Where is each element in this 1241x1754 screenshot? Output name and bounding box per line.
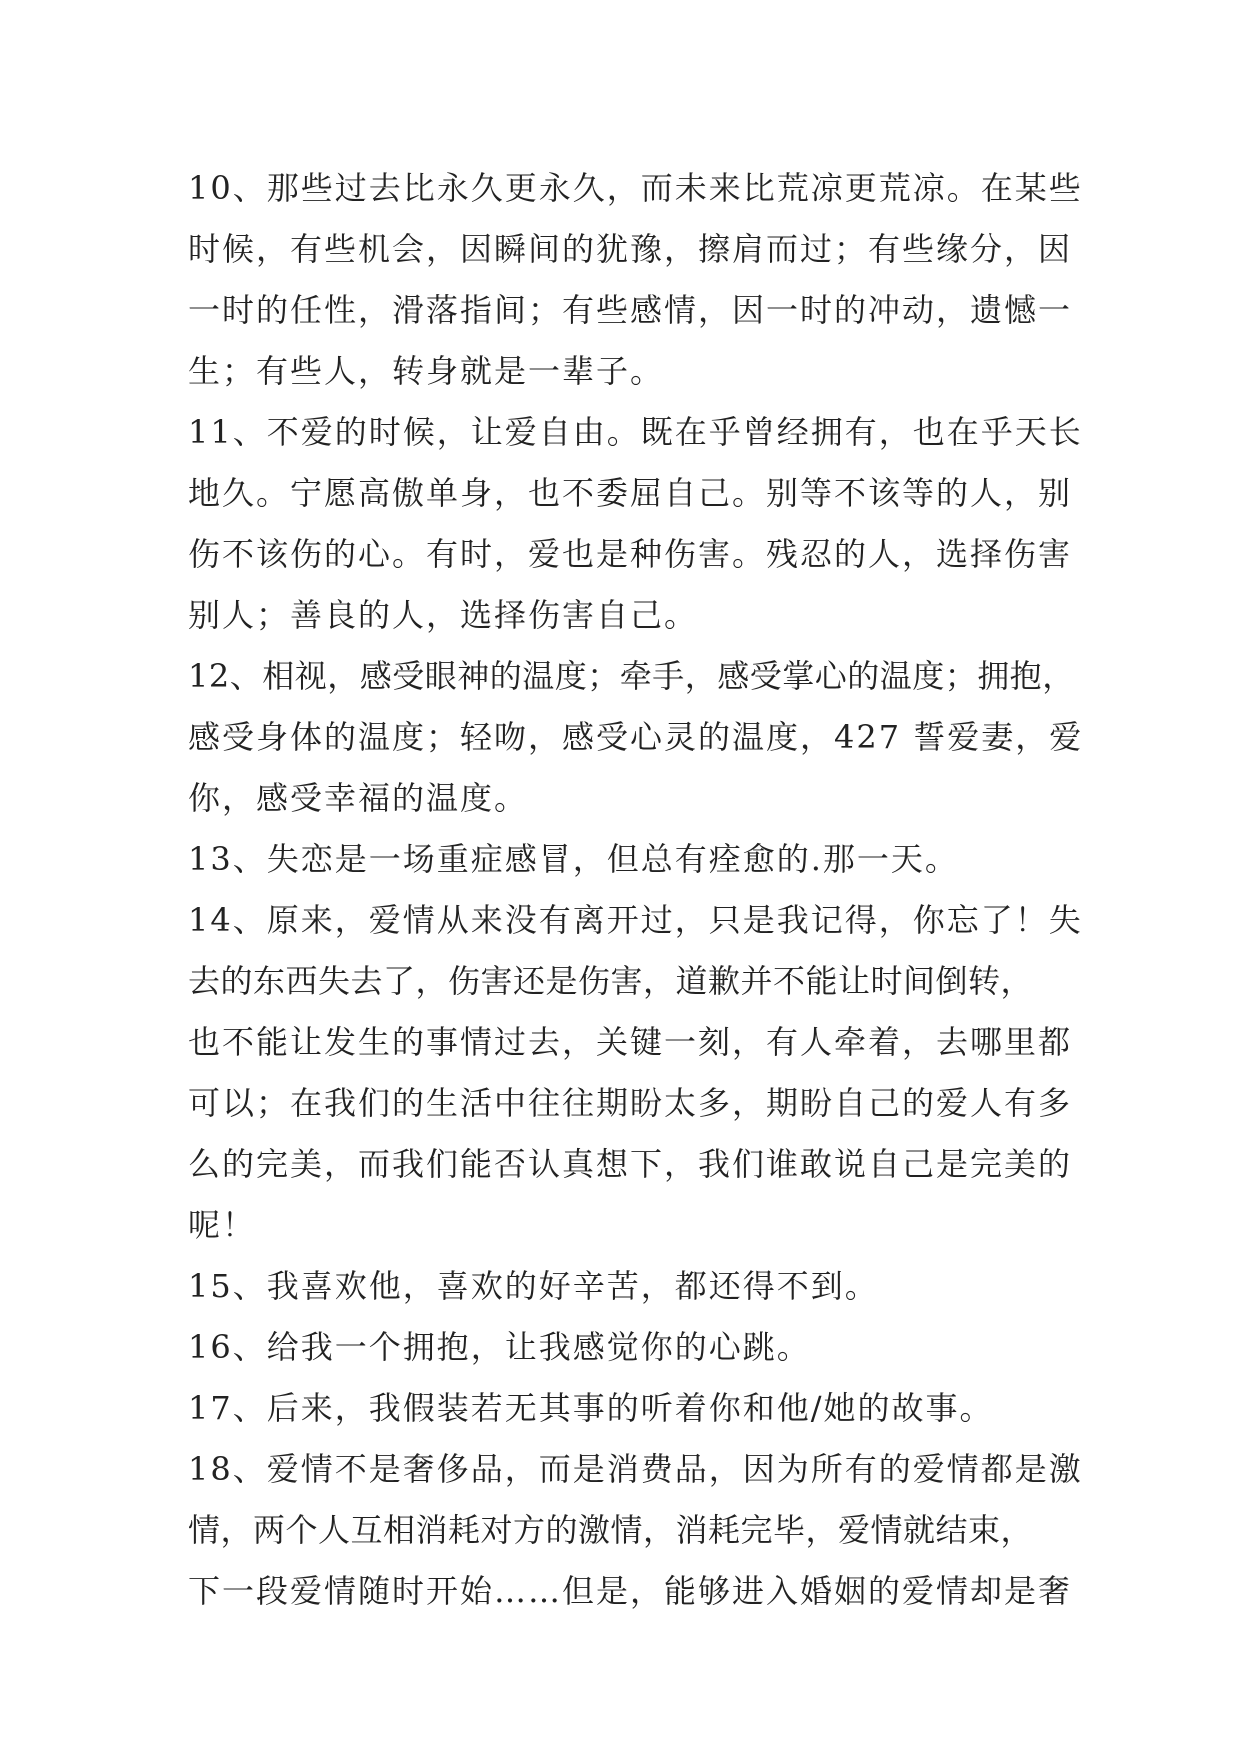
- text-line: 呢！: [188, 1206, 257, 1244]
- text-line: 10、那些过去比永久更永久，而未来比荒凉更荒凉。在某些: [188, 169, 1083, 207]
- text-line: 11、不爱的时候，让爱自由。既在乎曾经拥有，也在乎天长: [188, 413, 1083, 451]
- text-line: 12、相视，感受眼神的温度；牵手，感受掌心的温度；拥抱，: [188, 657, 1075, 695]
- text-line: 14、原来，爱情从来没有离开过，只是我记得，你忘了！失: [188, 901, 1083, 939]
- text-line: 17、后来，我假装若无其事的听着你和他/她的故事。: [188, 1389, 994, 1427]
- text-line: 感受身体的温度；轻吻，感受心灵的温度，427 誓爱妻，爱: [188, 718, 1084, 756]
- text-line: 伤不该伤的心。有时，爱也是种伤害。残忍的人，选择伤害: [188, 535, 1073, 573]
- text-line: 时候，有些机会，因瞬间的犹豫，擦肩而过；有些缘分，因: [188, 230, 1073, 268]
- text-line: 16、给我一个拥抱，让我感觉你的心跳。: [188, 1328, 811, 1366]
- text-line: 去的东西失去了，伤害还是伤害，道歉并不能让时间倒转，: [188, 962, 1034, 1000]
- text-line: 15、我喜欢他，喜欢的好辛苦，都还得不到。: [188, 1267, 879, 1305]
- text-line: 一时的任性，滑落指间；有些感情，因一时的冲动，遗憾一: [188, 291, 1073, 329]
- text-line: 地久。宁愿高傲单身，也不委屈自己。别等不该等的人，别: [188, 474, 1073, 512]
- text-line: 下一段爱情随时开始……但是，能够进入婚姻的爱情却是奢: [188, 1572, 1073, 1610]
- text-line: 18、爱情不是奢侈品，而是消费品，因为所有的爱情都是激: [188, 1450, 1083, 1488]
- text-line: 么的完美，而我们能否认真想下，我们谁敢说自己是完美的: [188, 1145, 1073, 1183]
- text-line: 可以；在我们的生活中往往期盼太多，期盼自己的爱人有多: [188, 1084, 1073, 1122]
- text-line: 情，两个人互相消耗对方的激情，消耗完毕，爱情就结束，: [188, 1511, 1034, 1549]
- text-line: 生；有些人，转身就是一辈子。: [188, 352, 665, 390]
- text-line: 也不能让发生的事情过去，关键一刻，有人牵着，去哪里都: [188, 1023, 1073, 1061]
- text-line: 别人；善良的人，选择伤害自己。: [188, 596, 699, 634]
- document-body: [188, 158, 1084, 1622]
- text-line: 你，感受幸福的温度。: [188, 779, 529, 817]
- text-line: 13、失恋是一场重症感冒，但总有痊愈的.那一天。: [188, 840, 959, 878]
